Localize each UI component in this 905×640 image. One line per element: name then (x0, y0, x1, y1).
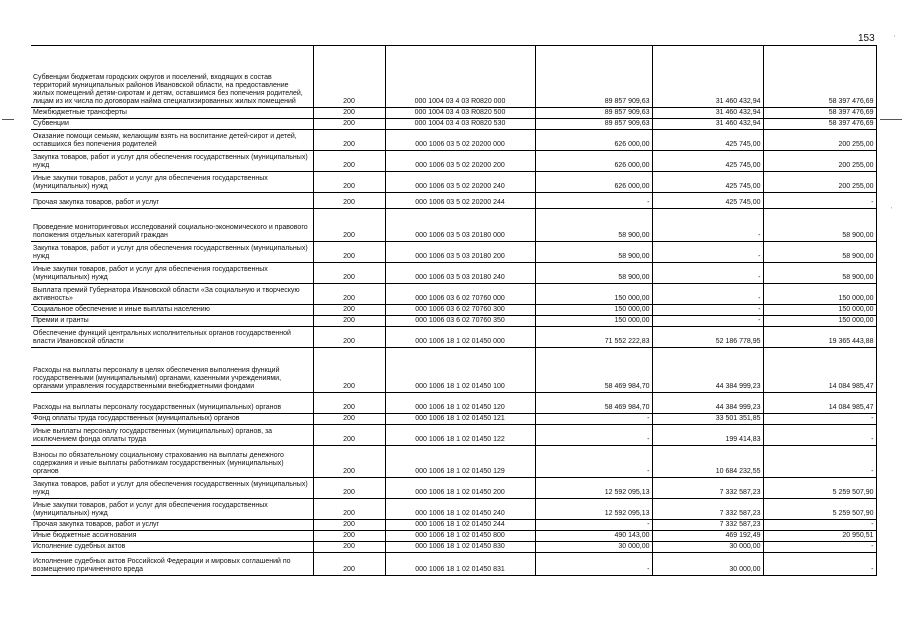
row-code: 200 (313, 499, 385, 520)
table-row (31, 553, 876, 576)
table-row (31, 542, 876, 553)
table-row (31, 327, 876, 348)
row-amount-plan: 30 000,00 (535, 542, 652, 553)
row-kbk-code: 000 1006 18 1 02 01450 100 (385, 348, 535, 393)
row-kbk-code: 000 1004 03 4 03 R0820 530 (385, 119, 535, 130)
row-kbk-code: 000 1006 03 5 02 20200 000 (385, 130, 535, 151)
row-amount-plan: 150 000,00 (535, 284, 652, 305)
row-kbk-code: 000 1006 03 6 02 70760 000 (385, 284, 535, 305)
row-name: Иные выплаты персоналу государственных (муниципальных) органов, за исключением фонда оплаты труда (31, 425, 313, 446)
row-amount-plan: 89 857 909,63 (535, 108, 652, 119)
row-amount-remaining: - (763, 414, 876, 425)
row-amount-plan: 626 000,00 (535, 130, 652, 151)
row-amount-executed: 10 684 232,55 (652, 446, 763, 478)
row-amount-remaining: 150 000,00 (763, 316, 876, 327)
row-name: Премии и гранты (31, 316, 313, 327)
table-row (31, 393, 876, 414)
table-row (31, 531, 876, 542)
row-code: 200 (313, 193, 385, 209)
row-amount-remaining: - (763, 446, 876, 478)
row-amount-remaining: - (763, 193, 876, 209)
row-kbk-code: 000 1006 18 1 02 01450 800 (385, 531, 535, 542)
row-kbk-code: 000 1006 18 1 02 01450 200 (385, 478, 535, 499)
row-amount-remaining: - (763, 425, 876, 446)
row-amount-plan: - (535, 520, 652, 531)
row-code: 200 (313, 542, 385, 553)
row-code: 200 (313, 553, 385, 576)
row-amount-plan: 58 469 984,70 (535, 393, 652, 414)
row-name: Оказание помощи семьям, желающим взять на воспитание детей-сирот и детей, оставшихся без попечения родителей (31, 130, 313, 151)
row-kbk-code: 000 1006 03 5 02 20200 240 (385, 172, 535, 193)
row-amount-executed: - (652, 316, 763, 327)
row-amount-plan: - (535, 553, 652, 576)
row-amount-remaining: 200 255,00 (763, 151, 876, 172)
row-name: Фонд оплаты труда государственных (муниципальных) органов (31, 414, 313, 425)
row-code: 200 (313, 348, 385, 393)
row-amount-executed: - (652, 209, 763, 242)
row-code: 200 (313, 209, 385, 242)
row-code: 200 (313, 520, 385, 531)
row-amount-executed: 52 186 778,95 (652, 327, 763, 348)
row-amount-executed: 30 000,00 (652, 542, 763, 553)
margin-mark-right (880, 119, 902, 120)
row-code: 200 (313, 172, 385, 193)
row-amount-plan: - (535, 425, 652, 446)
row-amount-plan: 12 592 095,13 (535, 499, 652, 520)
margin-mark-left (2, 119, 14, 120)
row-code: 200 (313, 119, 385, 130)
row-code: 200 (313, 263, 385, 284)
row-name: Прочая закупка товаров, работ и услуг (31, 193, 313, 209)
row-amount-plan: - (535, 446, 652, 478)
row-amount-executed: - (652, 305, 763, 316)
row-amount-remaining: 14 084 985,47 (763, 393, 876, 414)
row-kbk-code: 000 1006 03 5 03 20180 000 (385, 209, 535, 242)
table-row (31, 130, 876, 151)
row-kbk-code: 000 1006 18 1 02 01450 244 (385, 520, 535, 531)
table-row (31, 172, 876, 193)
row-amount-plan: 150 000,00 (535, 316, 652, 327)
row-amount-plan: 71 552 222,83 (535, 327, 652, 348)
table-row (31, 151, 876, 172)
row-amount-remaining: 200 255,00 (763, 172, 876, 193)
row-name: Закупка товаров, работ и услуг для обеспечения государственных (муниципальных) нужд (31, 242, 313, 263)
row-code: 200 (313, 414, 385, 425)
table-row (31, 242, 876, 263)
row-name: Исполнение судебных актов (31, 542, 313, 553)
row-kbk-code: 000 1006 18 1 02 01450 000 (385, 327, 535, 348)
row-amount-executed: 425 745,00 (652, 130, 763, 151)
row-code: 200 (313, 478, 385, 499)
table-row (31, 209, 876, 242)
row-amount-plan: 89 857 909,63 (535, 46, 652, 108)
row-name: Расходы на выплаты персоналу в целях обеспечения выполнения функций государственными (муниципальными) органами, казенными учреждениями, органами управления государственными внебюджетными фондами (31, 348, 313, 393)
table-row (31, 425, 876, 446)
row-amount-remaining: 5 259 507,90 (763, 478, 876, 499)
row-amount-plan: - (535, 193, 652, 209)
row-amount-remaining: 58 900,00 (763, 242, 876, 263)
page-number: 153 (858, 33, 875, 44)
row-kbk-code: 000 1004 03 4 03 R0820 500 (385, 108, 535, 119)
table-row (31, 284, 876, 305)
row-kbk-code: 000 1006 18 1 02 01450 240 (385, 499, 535, 520)
row-name: Выплата премий Губернатора Ивановской области «За социальную и творческую активность» (31, 284, 313, 305)
row-amount-executed: - (652, 242, 763, 263)
row-kbk-code: 000 1006 18 1 02 01450 830 (385, 542, 535, 553)
row-code: 200 (313, 425, 385, 446)
row-code: 200 (313, 46, 385, 108)
row-amount-executed: 425 745,00 (652, 151, 763, 172)
table-row (31, 348, 876, 393)
row-kbk-code: 000 1006 03 6 02 70760 350 (385, 316, 535, 327)
row-amount-executed: 44 384 999,23 (652, 348, 763, 393)
row-amount-executed: 31 460 432,94 (652, 108, 763, 119)
row-amount-remaining: 150 000,00 (763, 284, 876, 305)
row-amount-remaining: 58 397 476,69 (763, 46, 876, 108)
row-name: Прочая закупка товаров, работ и услуг (31, 520, 313, 531)
row-amount-plan: 626 000,00 (535, 151, 652, 172)
row-code: 200 (313, 284, 385, 305)
table-row (31, 520, 876, 531)
row-code: 200 (313, 108, 385, 119)
row-amount-executed: 469 192,49 (652, 531, 763, 542)
row-name: Субвенции (31, 119, 313, 130)
row-name: Иные закупки товаров, работ и услуг для обеспечения государственных (муниципальных) нужд (31, 172, 313, 193)
row-kbk-code: 000 1006 18 1 02 01450 121 (385, 414, 535, 425)
row-name: Социальное обеспечение и иные выплаты населению (31, 305, 313, 316)
row-name: Закупка товаров, работ и услуг для обеспечения государственных (муниципальных) нужд (31, 478, 313, 499)
row-amount-plan: 58 900,00 (535, 242, 652, 263)
row-amount-remaining: 20 950,51 (763, 531, 876, 542)
row-amount-executed: 425 745,00 (652, 193, 763, 209)
row-amount-plan: 58 900,00 (535, 209, 652, 242)
row-amount-executed: - (652, 284, 763, 305)
row-name: Межбюджетные трансферты (31, 108, 313, 119)
row-name: Иные закупки товаров, работ и услуг для обеспечения государственных (муниципальных) нужд (31, 499, 313, 520)
row-name: Закупка товаров, работ и услуг для обеспечения государственных (муниципальных) нужд (31, 151, 313, 172)
row-amount-remaining: 5 259 507,90 (763, 499, 876, 520)
row-amount-remaining: 14 084 985,47 (763, 348, 876, 393)
row-amount-remaining: - (763, 520, 876, 531)
row-amount-plan: 58 469 984,70 (535, 348, 652, 393)
row-name: Исполнение судебных актов Российской Федерации и мировых соглашений по возмещению причиненного вреда (31, 553, 313, 576)
row-amount-remaining: 58 900,00 (763, 209, 876, 242)
row-amount-remaining: 200 255,00 (763, 130, 876, 151)
row-amount-executed: 7 332 587,23 (652, 499, 763, 520)
row-amount-plan: 150 000,00 (535, 305, 652, 316)
scan-speck: ˌ (890, 200, 893, 209)
row-amount-executed: 425 745,00 (652, 172, 763, 193)
table-row (31, 46, 876, 108)
row-code: 200 (313, 242, 385, 263)
row-code: 200 (313, 151, 385, 172)
row-amount-remaining: 58 397 476,69 (763, 119, 876, 130)
row-code: 200 (313, 393, 385, 414)
table-row (31, 305, 876, 316)
budget-table (31, 45, 877, 576)
row-amount-executed: 7 332 587,23 (652, 520, 763, 531)
table-row (31, 119, 876, 130)
table-row (31, 316, 876, 327)
row-name: Расходы на выплаты персоналу государственных (муниципальных) органов (31, 393, 313, 414)
row-amount-remaining: 58 900,00 (763, 263, 876, 284)
row-name: Взносы по обязательному социальному страхованию на выплаты денежного содержания и иные выплаты работникам государственных (муниципальных) органов (31, 446, 313, 478)
scan-speck: ˌ (893, 28, 896, 37)
table-row (31, 263, 876, 284)
row-amount-plan: 626 000,00 (535, 172, 652, 193)
table-row (31, 414, 876, 425)
table-row (31, 193, 876, 209)
row-code: 200 (313, 305, 385, 316)
row-code: 200 (313, 446, 385, 478)
row-amount-plan: - (535, 414, 652, 425)
row-name: Проведение мониторинговых исследований социально-экономического и правового положения отдельных категорий граждан (31, 209, 313, 242)
row-kbk-code: 000 1006 18 1 02 01450 831 (385, 553, 535, 576)
row-code: 200 (313, 327, 385, 348)
row-amount-plan: 89 857 909,63 (535, 119, 652, 130)
row-name: Иные закупки товаров, работ и услуг для обеспечения государственных (муниципальных) нужд (31, 263, 313, 284)
row-code: 200 (313, 130, 385, 151)
row-amount-executed: - (652, 263, 763, 284)
row-amount-plan: 58 900,00 (535, 263, 652, 284)
row-amount-executed: 31 460 432,94 (652, 46, 763, 108)
row-code: 200 (313, 316, 385, 327)
row-kbk-code: 000 1006 03 5 03 20180 200 (385, 242, 535, 263)
row-amount-executed: 44 384 999,23 (652, 393, 763, 414)
row-name: Иные бюджетные ассигнования (31, 531, 313, 542)
row-amount-plan: 12 592 095,13 (535, 478, 652, 499)
row-kbk-code: 000 1004 03 4 03 R0820 000 (385, 46, 535, 108)
row-kbk-code: 000 1006 03 5 02 20200 200 (385, 151, 535, 172)
row-amount-executed: 199 414,83 (652, 425, 763, 446)
row-kbk-code: 000 1006 18 1 02 01450 129 (385, 446, 535, 478)
row-kbk-code: 000 1006 03 5 02 20200 244 (385, 193, 535, 209)
table-row (31, 446, 876, 478)
row-amount-remaining: 19 365 443,88 (763, 327, 876, 348)
row-amount-executed: 7 332 587,23 (652, 478, 763, 499)
row-amount-executed: 30 000,00 (652, 553, 763, 576)
table-row (31, 478, 876, 499)
row-amount-remaining: - (763, 542, 876, 553)
table-row (31, 499, 876, 520)
row-amount-executed: 31 460 432,94 (652, 119, 763, 130)
row-amount-executed: 33 501 351,85 (652, 414, 763, 425)
row-kbk-code: 000 1006 03 5 03 20180 240 (385, 263, 535, 284)
row-kbk-code: 000 1006 18 1 02 01450 122 (385, 425, 535, 446)
row-kbk-code: 000 1006 03 6 02 70760 300 (385, 305, 535, 316)
row-amount-remaining: 58 397 476,69 (763, 108, 876, 119)
row-amount-plan: 490 143,00 (535, 531, 652, 542)
row-kbk-code: 000 1006 18 1 02 01450 120 (385, 393, 535, 414)
row-amount-remaining: - (763, 553, 876, 576)
table-row (31, 108, 876, 119)
row-name: Обеспечение функций центральных исполнительных органов государственной власти Ивановской области (31, 327, 313, 348)
row-name: Субвенции бюджетам городских округов и поселений, входящих в состав территорий муниципальных районов Ивановской области, на предоставление жилых помещений детям-сиротам и детям, оставшимся без попечения родителей, лицам из их числа по договорам найма специализированных жилых помещений (31, 46, 313, 108)
row-code: 200 (313, 531, 385, 542)
row-amount-remaining: 150 000,00 (763, 305, 876, 316)
